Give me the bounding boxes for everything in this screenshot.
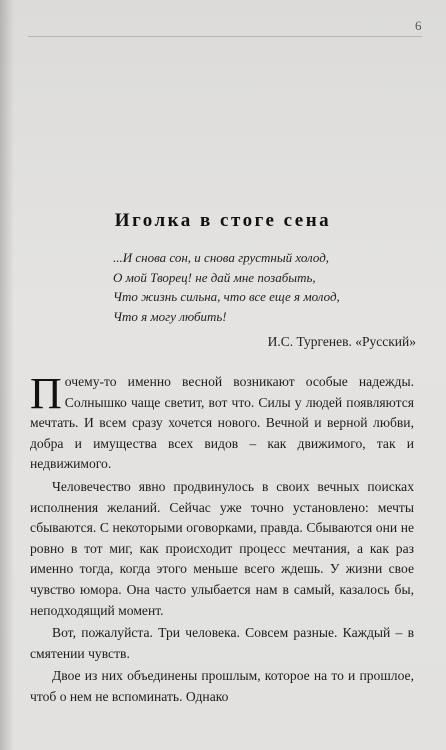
epigraph-line: ...И снова сон, и снова грустный холод, bbox=[113, 250, 330, 265]
paragraph bbox=[30, 369, 414, 475]
header-rule bbox=[28, 36, 422, 37]
epigraph-line: Что жизнь сильна, что все еще я молод, bbox=[113, 289, 340, 304]
paragraph-text: очему-то именно весной возникают особые надежды. Солнышко чаще светит, вот что. Силы у людей появляются мечтать. И всем сразу хочется нового. Вечной и верной любви, добра и имущества всех видов – как движимого, так и недвижимого. bbox=[30, 374, 414, 472]
paragraph: Двое из них объединены прошлым, которое на то и прошлое, чтоб о нем не вспоминать. Однако bbox=[30, 668, 414, 704]
epigraph-poem bbox=[113, 248, 413, 326]
paragraph: Вот, пожалуйста. Три человека. Совсем разные. Каждый – в смятении чувств. bbox=[30, 625, 414, 661]
body-text bbox=[30, 369, 414, 708]
paragraph: Человечество явно продвинулось в своих вечных поисках исполнения желаний. Сейчас уже точно установлено: мечты сбываются. С некоторыми оговорками, правда. Сбываются они не ровно в тот миг, как происходит процесс мечтания, а как раз именно тогда, когда этого меньше всего ждешь. У жизни свое чувство юмора. Она часто улыбается нам в самый, казалось бы, неподходящий момент. bbox=[30, 478, 414, 618]
running-header bbox=[28, 14, 422, 42]
drop-cap: П bbox=[30, 369, 62, 418]
spine-shadow bbox=[0, 0, 14, 750]
epigraph-attribution: И.С. Тургенев. «Русский» bbox=[267, 334, 416, 349]
epigraph-line: О мой Творец! не дай мне позабыть, bbox=[113, 269, 316, 285]
chapter-title: Иголка в стоге сена bbox=[114, 210, 332, 231]
epigraph-line: Что я могу любить! bbox=[113, 308, 227, 324]
page-number: 6 bbox=[415, 18, 422, 33]
